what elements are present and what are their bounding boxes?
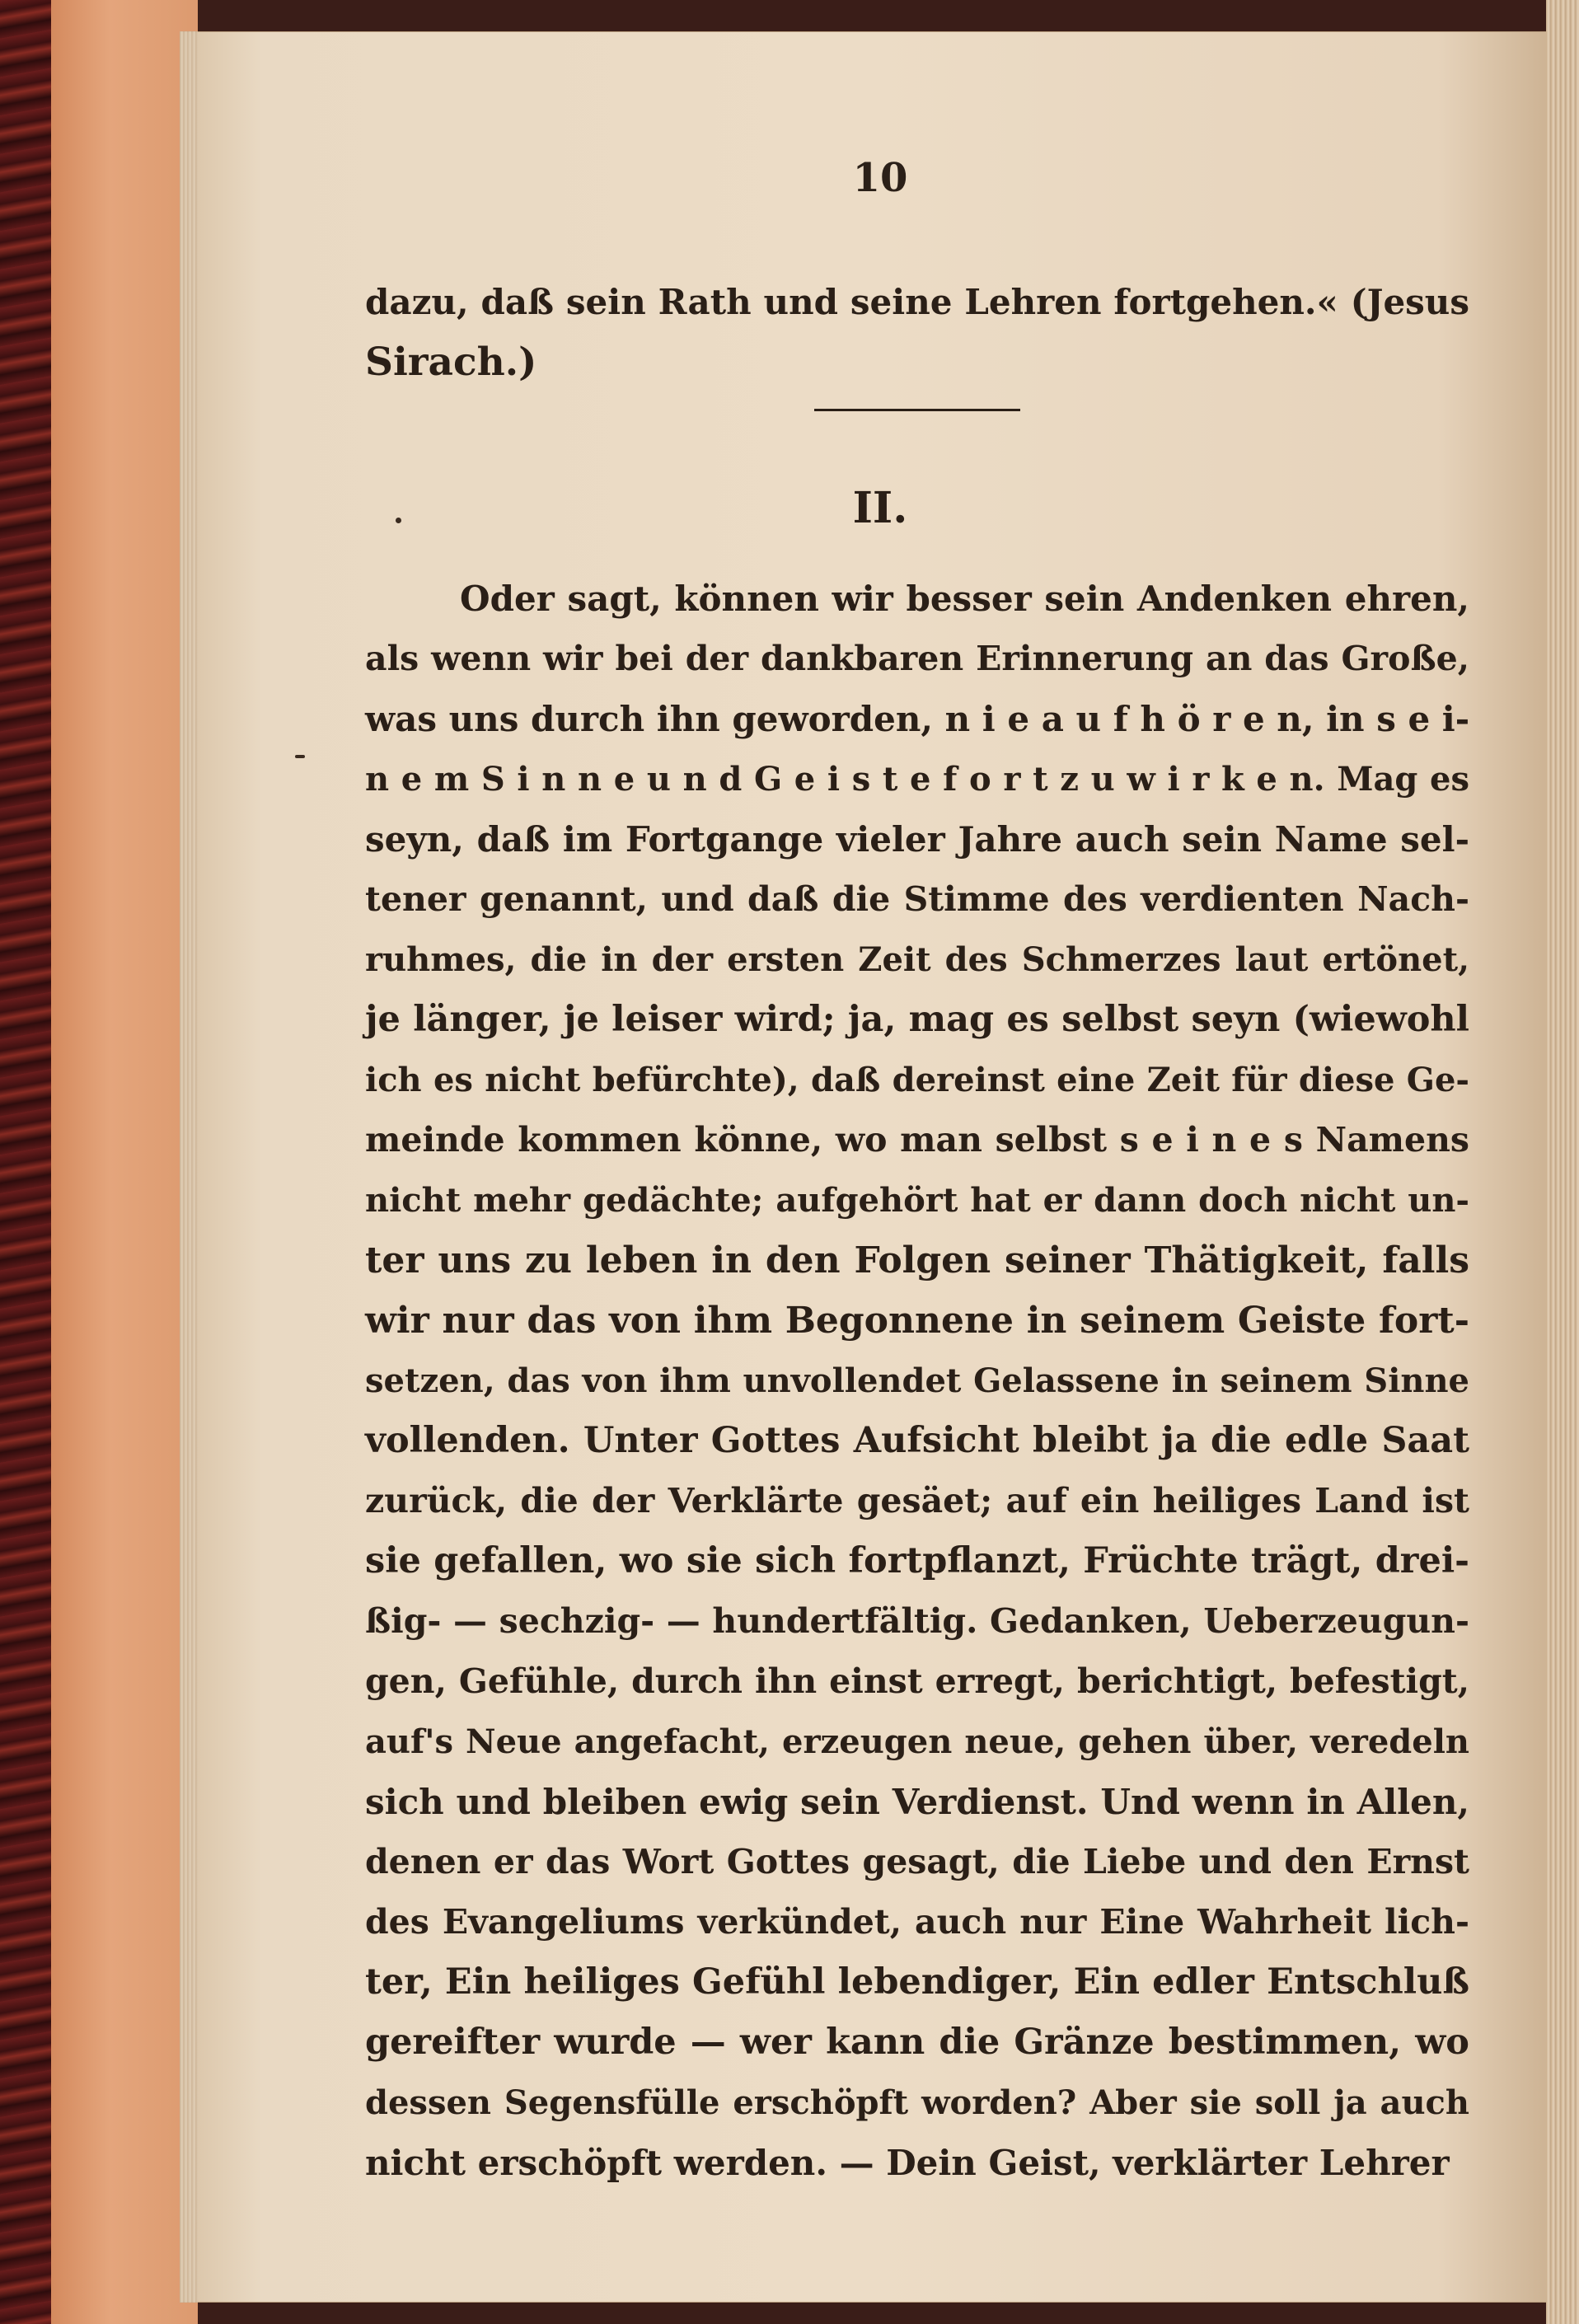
section-heading: II. xyxy=(852,483,908,533)
text-line: ter, Ein heiliges Gefühl lebendiger, Ein edler Entschluß xyxy=(365,1961,1469,2003)
text-line: zurück, die der Verklärte gesäet; auf ein heiliges Land ist xyxy=(365,1481,1469,1520)
text-line: wir nur das von ihm Begonnene in seinem Geiste fort- xyxy=(365,1300,1469,1342)
endpaper-strip xyxy=(51,0,198,2324)
page-number: 10 xyxy=(852,155,908,201)
main-paragraph xyxy=(365,569,1469,2193)
text-line: Oder sagt, können wir besser sein Andenken ehren, xyxy=(460,579,1469,619)
text-line: vollenden. Unter Gottes Aufsicht bleibt ja die edle Saat xyxy=(365,1420,1469,1461)
ink-speck xyxy=(396,518,401,523)
text-line: n e m S i n n e u n d G e i s t e f o r t z u w i r k e n. Mag es xyxy=(365,760,1469,799)
text-line: denen er das Wort Gottes gesagt, die Liebe und den Ernst xyxy=(365,1842,1469,1881)
text-line: Sirach.) xyxy=(365,340,537,385)
book-page xyxy=(180,31,1548,2303)
text-line: tener genannt, und daß die Stimme des verdienten Nach- xyxy=(365,879,1469,919)
text-line: gereifter wurde — wer kann die Gränze bestimmen, wo xyxy=(365,2022,1469,2063)
text-line: gen, Gefühle, durch ihn einst erregt, berichtigt, befestigt, xyxy=(365,1661,1469,1701)
text-line: ruhmes, die in der ersten Zeit des Schmerzes laut ertönet, xyxy=(365,940,1469,979)
text-line: je länger, je leiser wird; ja, mag es selbst seyn (wiewohl xyxy=(365,999,1469,1040)
text-line: nicht mehr gedächte; aufgehört hat er dann doch nicht un- xyxy=(365,1181,1469,1220)
text-line: sich und bleiben ewig sein Verdienst. Und wenn in Allen, xyxy=(365,1782,1469,1822)
text-line: seyn, daß im Fortgange vieler Jahre auch sein Name sel- xyxy=(365,819,1469,860)
text-line: ich es nicht befürchte), daß dereinst eine Zeit für diese Ge- xyxy=(365,1061,1469,1099)
text-line: dazu, daß sein Rath und seine Lehren fortgehen.« (Jesus xyxy=(365,282,1469,322)
text-line: nicht erschöpft werden. — Dein Geist, verklärter Lehrer xyxy=(365,2143,1450,2183)
page-gutter xyxy=(180,31,198,2303)
text-line: meinde kommen könne, wo man selbst s e i n e s Namens xyxy=(365,1120,1469,1160)
text-line: was uns durch ihn geworden, n i e a u f h ö r e n, in s e i- xyxy=(365,699,1470,739)
text-line: setzen, das von ihm unvollendet Gelassene in seinem Sinne xyxy=(365,1361,1469,1400)
text-line: des Evangeliums verkündet, auch nur Eine Wahrheit lich- xyxy=(365,1902,1469,1942)
text-line: sie gefallen, wo sie sich fortpflanzt, Früchte trägt, drei- xyxy=(365,1540,1469,1581)
top-paragraph xyxy=(365,272,1469,392)
page-edges xyxy=(1546,0,1579,2324)
text-line: ßig- — sechzig- — hundertfältig. Gedanken, Ueberzeugun- xyxy=(365,1601,1469,1641)
marbled-cover-edge xyxy=(0,0,51,2324)
text-line: dessen Segensfülle erschöpft worden? Aber sie soll ja auch xyxy=(365,2083,1469,2122)
text-line: ter uns zu leben in den Folgen seiner Thätigkeit, falls xyxy=(365,1239,1469,1281)
text-line: als wenn wir bei der dankbaren Erinnerung an das Große, xyxy=(365,639,1469,678)
ink-speck xyxy=(295,755,305,758)
section-divider-rule xyxy=(814,409,1020,411)
text-line: auf's Neue angefacht, erzeugen neue, gehen über, veredeln xyxy=(365,1722,1469,1761)
